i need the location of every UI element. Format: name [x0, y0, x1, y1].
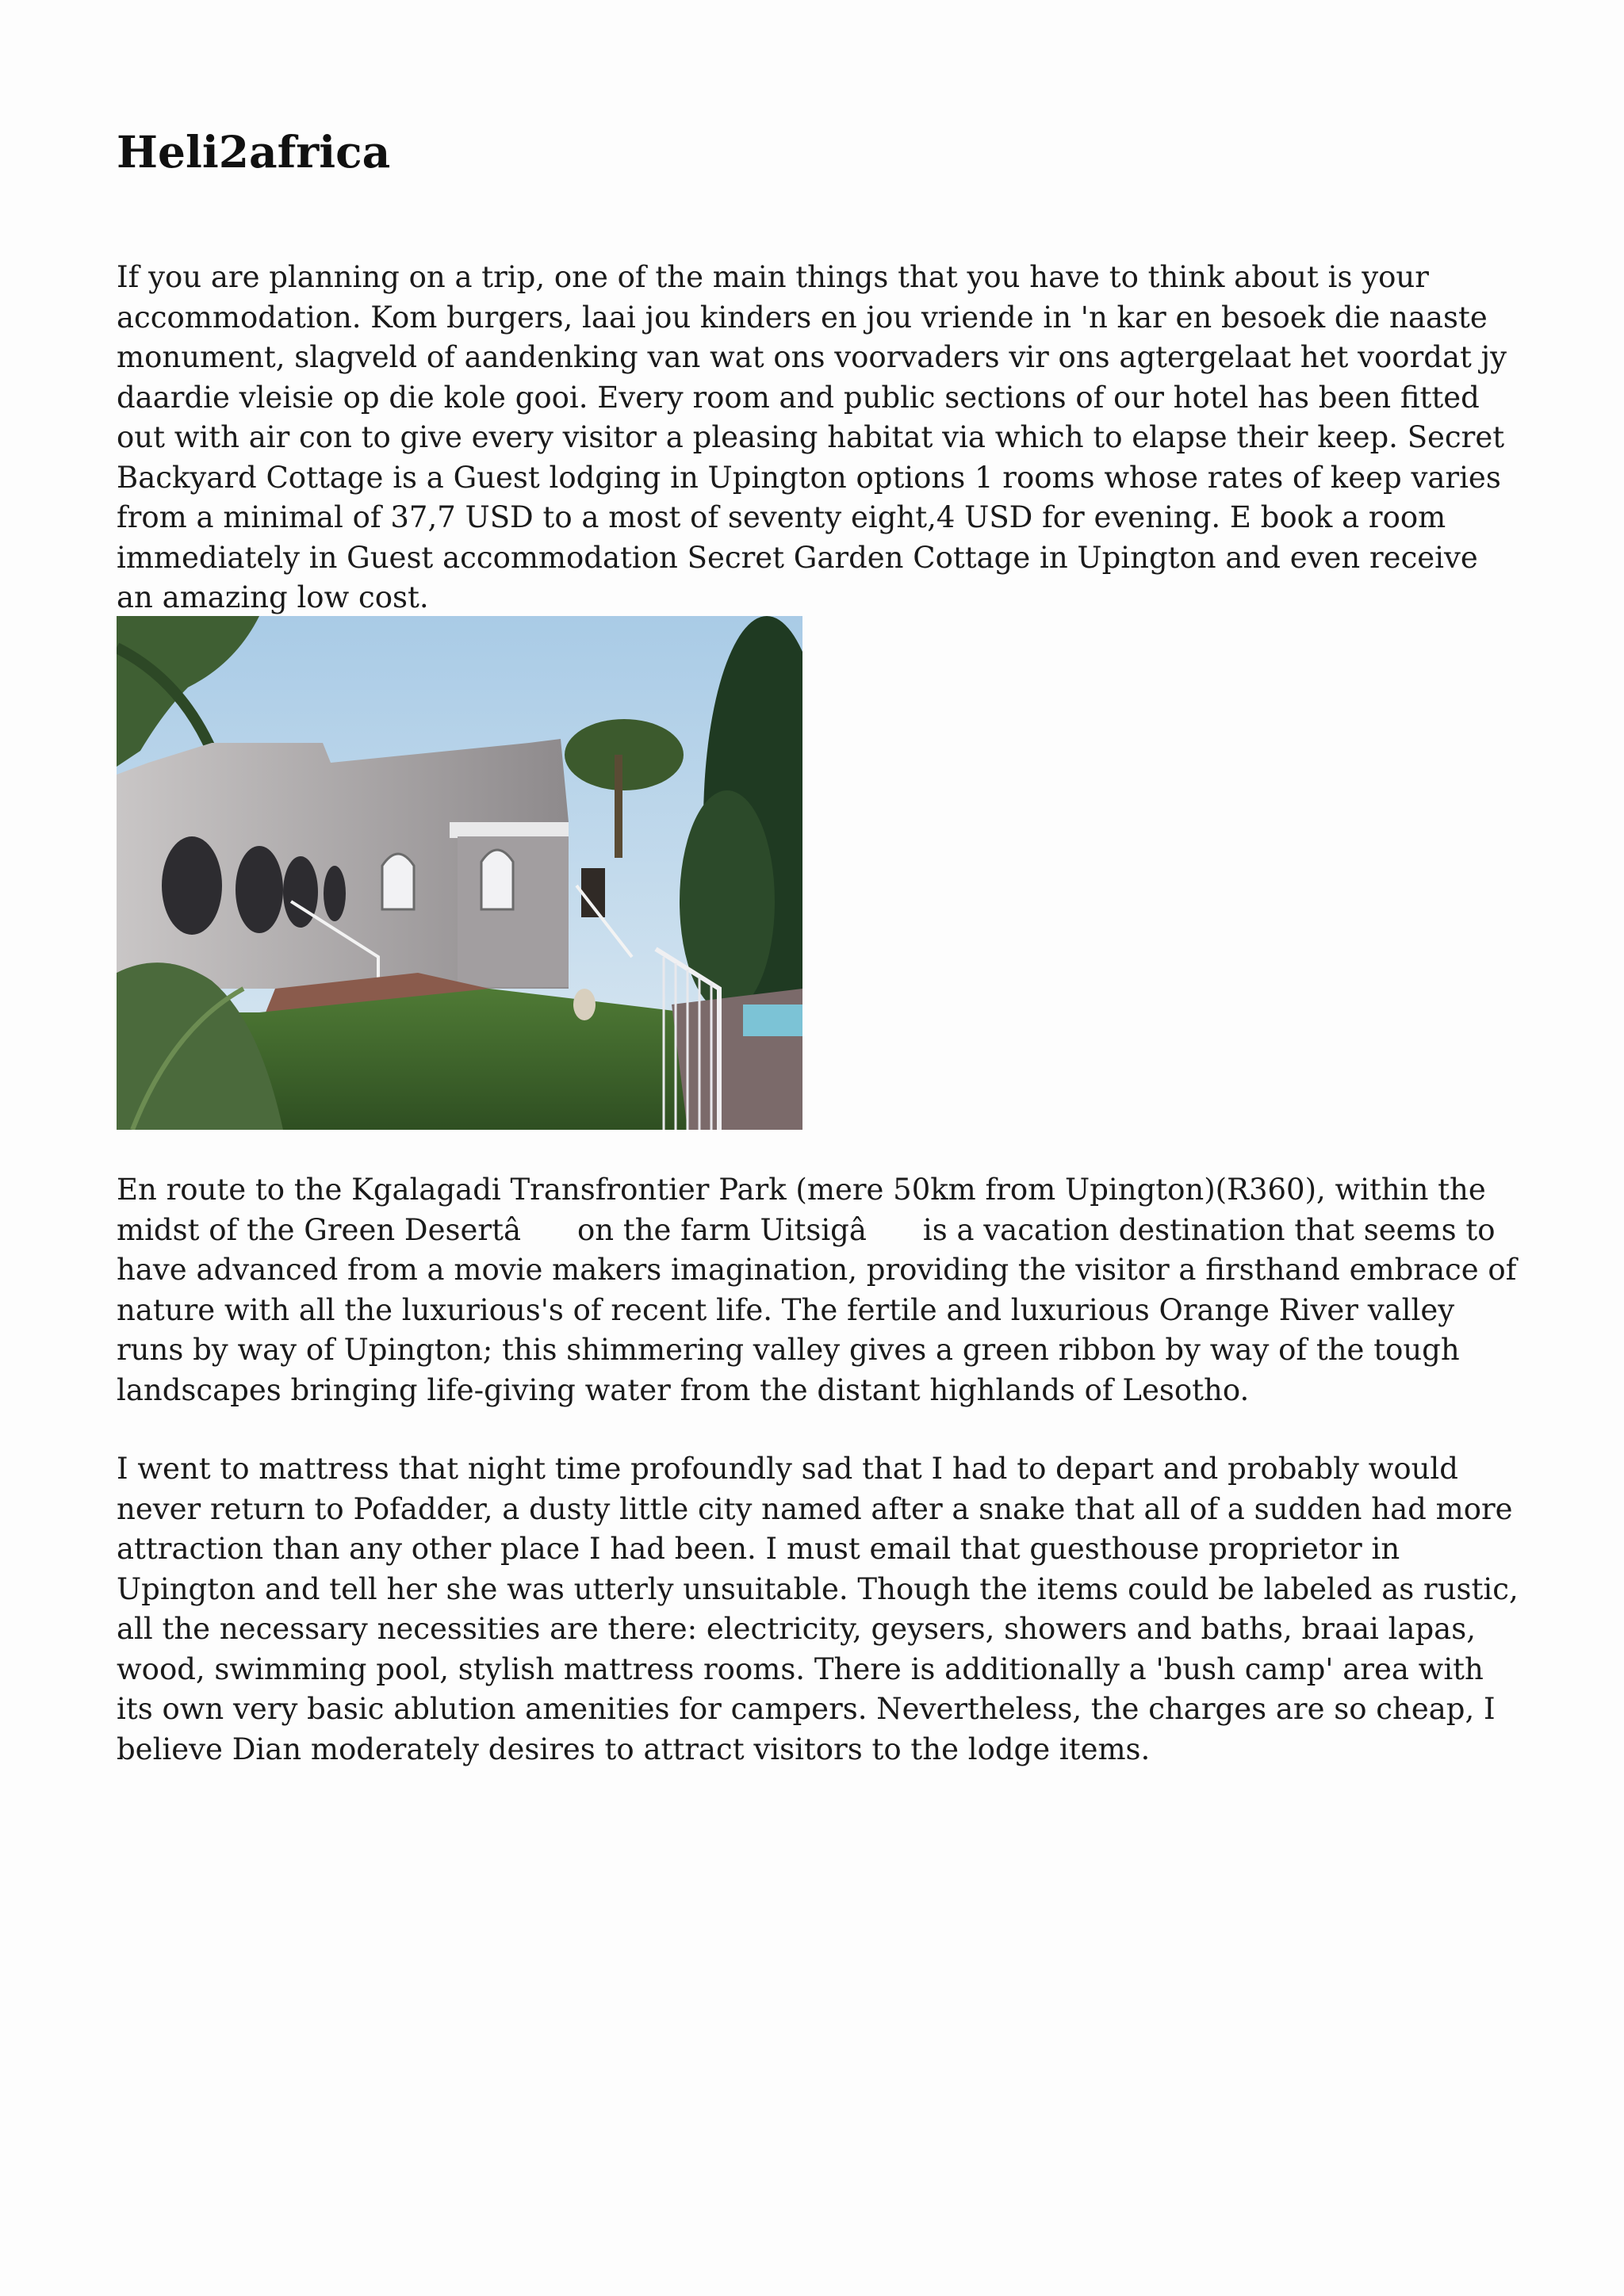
paragraph-kgalagadi: En route to the Kgalagadi Transfrontier Park (mere 50km from Upington)(R360), within the midst of the Green Desertâ on the farm Uitsigâ is a vacation destination that seems to have advanced from a movie makers imagination, providing the visitor a firsthand embrace of nature with all the luxurious's of recent life. The fertile and luxurious Orange River valley runs by way of Upington; this shimmering valley gives a green ribbon by way of the tough landscapes bringing life-giving water from the distant highlands of Lesotho. — [117, 1173, 1517, 1407]
page-title: Heli2africa — [117, 126, 391, 178]
guesthouse-photo — [117, 616, 802, 1130]
paragraph-pofadder: I went to mattress that night time profoundly sad that I had to depart and probably would never return to Pofadder, a dusty little city named after a snake that all of a sudden had more attraction than any other place I had been. I must email that guesthouse proprietor in Upington and tell her she was utterly unsuitable. Though the items could be labeled as rustic, all the necessary necessities are there: electricity, geysers, showers and baths, braai lapas, wood, swimming pool, stylish mattress rooms. There is additionally a 'bush camp' area with its own very basic ablution amenities for campers. Nevertheless, the charges are so cheap, I believe Dian moderately desires to attract visitors to the lodge items. — [117, 1452, 1519, 1766]
paragraph-intro: If you are planning on a trip, one of the main things that you have to think about is your accommodation. Kom burgers, laai jou kinders en jou vriende in 'n kar en besoek die naaste monument, slagveld of aandenking van wat ons voorvaders vir ons agtergelaat het voordat jy daardie vleisie op die kole gooi. Every room and public sections of our hotel has been fitted out with air con to give every visitor a pleasing habitat via which to elapse their keep. Secret Backyard Cottage is a Guest lodging in Upington options 1 rooms whose rates of keep varies from a minimal of 37,7 USD to a most of seventy eight,4 USD for evening. E book a room immediately in Guest accommodation Secret Garden Cottage in Upington and even receive an amazing low cost. — [117, 260, 1507, 614]
